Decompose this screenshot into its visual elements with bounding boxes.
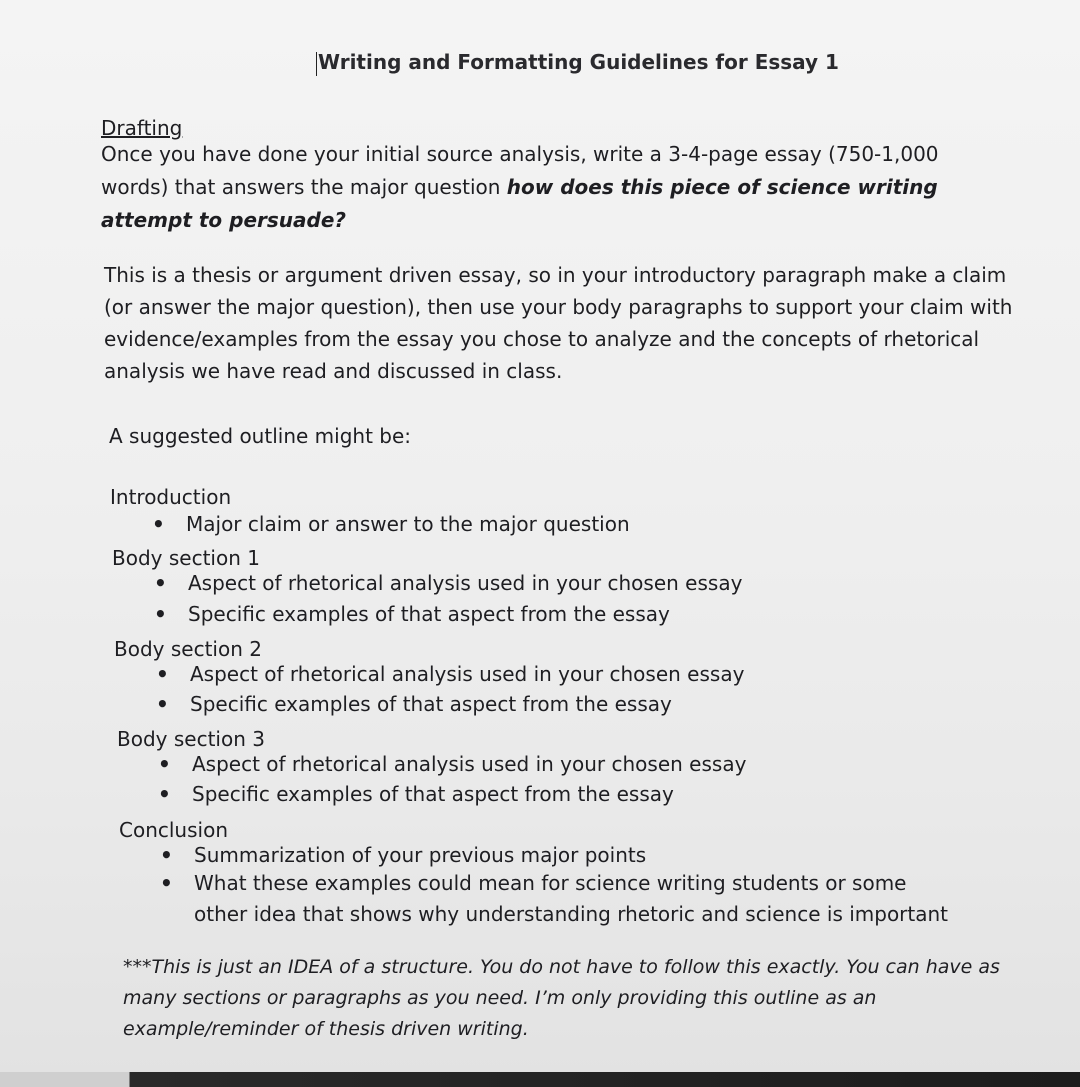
bullet-icon: • (158, 752, 171, 776)
bullet-icon: • (158, 782, 171, 806)
outline-label-body-3: Body section 3 (117, 727, 265, 751)
list-item (152, 512, 630, 536)
bullet-icon: • (154, 602, 167, 626)
list-item (158, 782, 674, 806)
bullet-icon: • (156, 662, 169, 686)
list-item (154, 571, 742, 595)
monitor-bezel (0, 1072, 1080, 1087)
bullet-icon: • (160, 871, 173, 895)
list-item (160, 868, 950, 930)
outline-disclaimer-note: ***This is just an IDEA of a structure. You do not have to follow this exactly. You can have as many sections or paragraphs as you need. I’m only providing this outline as an example/reminder of thesis driven writing. (123, 956, 1000, 1040)
list-item-text: Aspect of rhetorical analysis used in your chosen essay (192, 752, 747, 776)
list-item (160, 843, 646, 867)
drafting-heading: Drafting (101, 116, 183, 140)
bullet-icon: • (156, 692, 169, 716)
drafting-paragraph (101, 138, 1011, 237)
bullet-icon: • (152, 512, 165, 536)
list-item-text: What these examples could mean for science writing students or some other idea that shows why understanding rhetoric and science is important (194, 871, 949, 926)
list-item-text: Aspect of rhetorical analysis used in your chosen essay (190, 662, 745, 686)
list-item-text: Major claim or answer to the major question (186, 512, 630, 536)
outline-label-introduction: Introduction (110, 485, 232, 509)
bullet-icon: • (160, 843, 173, 867)
list-item (154, 602, 670, 626)
outline-intro: A suggested outline might be: (109, 424, 412, 448)
outline-label-body-1: Body section 1 (112, 546, 260, 570)
list-item-text: Specific examples of that aspect from the essay (188, 602, 670, 626)
outline-label-conclusion: Conclusion (119, 818, 228, 842)
document-title: Writing and Formatting Guidelines for Essay 1 (318, 50, 839, 74)
major-question-emphasis: how does this piece of science writing attempt to persuade? (101, 175, 938, 232)
bullet-icon: • (154, 571, 167, 595)
drafting-paragraph-text: Once you have done your initial source analysis, write a 3-4-page essay (750-1,000 words) that answers the major question (101, 142, 939, 199)
list-item-text: Aspect of rhetorical analysis used in your chosen essay (188, 571, 743, 595)
list-item (158, 752, 746, 776)
list-item-text: Summarization of your previous major points (194, 843, 647, 867)
thesis-paragraph: This is a thesis or argument driven essay, so in your introductory paragraph make a claim (or answer the major question), then use your body paragraphs to support your claim with evidence/examples from the essay you chose to analyze and the concepts of rhetorical analysis we have read and discussed in class. (104, 263, 1013, 383)
outline-label-body-2: Body section 2 (114, 637, 262, 661)
list-item (156, 692, 672, 716)
list-item (156, 662, 744, 686)
text-cursor (316, 52, 317, 76)
list-item-text: Specific examples of that aspect from the essay (190, 692, 672, 716)
list-item-text: Specific examples of that aspect from the essay (192, 782, 674, 806)
